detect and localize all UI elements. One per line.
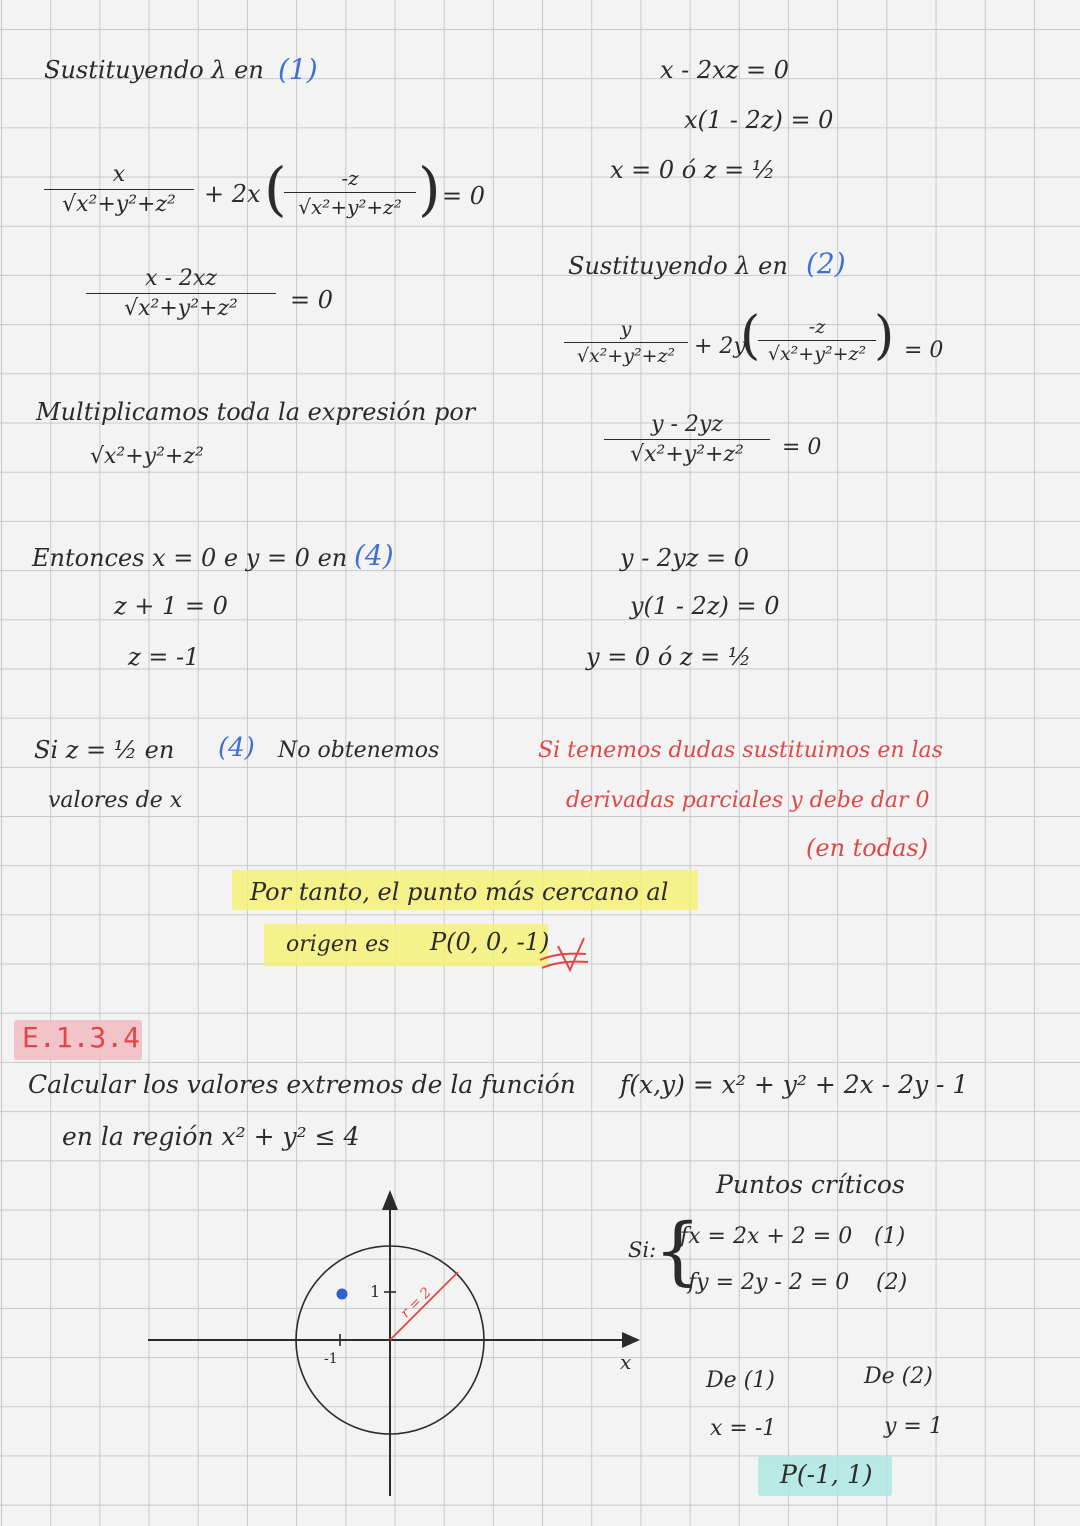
from-eq2: De (2) (864, 1364, 933, 1389)
fraction-bar (44, 189, 194, 190)
tick-label-y: 1 (370, 1282, 381, 1301)
eq4-denominator: √x²+y²+z² (630, 442, 744, 467)
exercise-function: f(x,y) = x² + y² + 2x - 2y - 1 (620, 1070, 969, 1099)
eq3-fraction (564, 318, 688, 367)
eq1-inner-fraction (284, 166, 416, 219)
eq2-denominator: √x²+y²+z² (124, 296, 238, 321)
note-line2: derivadas parciales y debe dar 0 (566, 788, 930, 813)
system-label: Si: (628, 1238, 657, 1262)
then-text: Entonces x = 0 e y = 0 en (32, 544, 348, 572)
si-text-b: No obtenemos (278, 738, 440, 763)
fraction-bar (604, 439, 770, 440)
multiply-expression: √x²+y²+z² (90, 444, 204, 469)
conclusion-line2: origen es (286, 932, 390, 957)
si-ref: (4) (218, 733, 255, 763)
eq1-inner-denominator: √x²+y²+z² (298, 195, 402, 219)
conclusion-point: P(0, 0, -1) (430, 928, 550, 956)
right-eq2: x(1 - 2z) = 0 (684, 106, 834, 134)
eq3-inner-fraction (758, 316, 876, 365)
x-axis-label: x (620, 1350, 632, 1374)
y-solution: y = 1 (884, 1414, 943, 1439)
open-paren: ( (740, 306, 761, 366)
right-eq6: y(1 - 2z) = 0 (630, 592, 780, 620)
eq2-fraction (86, 266, 276, 321)
subst1-ref: (1) (278, 53, 318, 86)
subst1-title: Sustituyendo λ en (44, 56, 264, 84)
si-text-c: valores de x (48, 788, 183, 813)
eq1-numerator: x (112, 162, 126, 187)
eq4-numerator: y - 2yz (651, 412, 723, 437)
eq4-fraction (604, 412, 770, 467)
eq1-rhs: = 0 (442, 182, 486, 210)
right-eq1: x - 2xz = 0 (660, 56, 789, 84)
x-solution: x = -1 (710, 1416, 777, 1441)
eq3-mid: + 2y (694, 334, 746, 359)
eq1-fraction (44, 162, 194, 217)
eq2-numerator: x - 2xz (145, 266, 217, 291)
z-step1: z + 1 = 0 (114, 592, 228, 620)
fraction-bar (284, 192, 416, 193)
eq4-rhs: = 0 (782, 435, 822, 460)
critical-point-marker (337, 1289, 348, 1300)
exercise-statement2: en la región x² + y² ≤ 4 (62, 1122, 360, 1151)
fy-equation: fy = 2y - 2 = 0 (688, 1270, 850, 1295)
eq3-numerator: y (620, 318, 632, 340)
y-axis-arrow-icon (382, 1190, 398, 1210)
fraction-bar (758, 340, 876, 341)
fx-equation: fx = 2x + 2 = 0 (680, 1224, 853, 1249)
eq1-mid: + 2x (204, 180, 261, 208)
open-paren: ( (264, 155, 287, 223)
then-ref: (4) (354, 539, 394, 572)
region-graph (140, 1180, 660, 1500)
subst2-ref: (2) (806, 247, 846, 280)
close-paren: ) (418, 155, 441, 223)
right-eq7: y = 0 ó z = ½ (586, 643, 752, 671)
eq3-inner-numerator: -z (808, 316, 826, 338)
subst2-title: Sustituyendo λ en (568, 252, 788, 280)
right-eq5: y - 2yz = 0 (620, 544, 750, 572)
fraction-bar (564, 342, 688, 343)
critical-title: Puntos críticos (716, 1170, 905, 1199)
exercise-statement1: Calcular los valores extremos de la función (28, 1070, 576, 1099)
right-eq3: x = 0 ó z = ½ (610, 156, 776, 184)
radius-label: r = 2 (397, 1284, 435, 1322)
from-eq1: De (1) (706, 1368, 775, 1393)
eq1-inner-numerator: -z (341, 166, 359, 190)
fraction-bar (86, 293, 276, 294)
eq3-denominator: √x²+y²+z² (576, 345, 676, 367)
x-axis-arrow-icon (622, 1332, 640, 1348)
checkmark-icon (536, 930, 592, 976)
eq2-rhs: = 0 (290, 286, 334, 314)
eq1-denominator: √x²+y²+z² (62, 192, 176, 217)
close-paren: ) (874, 306, 895, 366)
system-brace: { (654, 1208, 702, 1294)
multiply-text: Multiplicamos toda la expresión por (36, 398, 476, 426)
critical-point: P(-1, 1) (780, 1460, 873, 1489)
conclusion-line1: Por tanto, el punto más cercano al (250, 878, 669, 906)
eq3-inner-denominator: √x²+y²+z² (767, 343, 867, 365)
note-line3: (en todas) (806, 834, 929, 862)
note-line1: Si tenemos dudas sustituimos en las (538, 738, 943, 763)
fy-ref: (2) (876, 1270, 908, 1295)
eq3-rhs: = 0 (904, 338, 944, 363)
z-step2: z = -1 (128, 643, 200, 671)
fx-ref: (1) (874, 1224, 906, 1249)
tick-label-x: -1 (324, 1351, 338, 1367)
exercise-code: E.1.3.4 (22, 1021, 141, 1054)
si-text-a: Si z = ½ en (34, 736, 175, 764)
